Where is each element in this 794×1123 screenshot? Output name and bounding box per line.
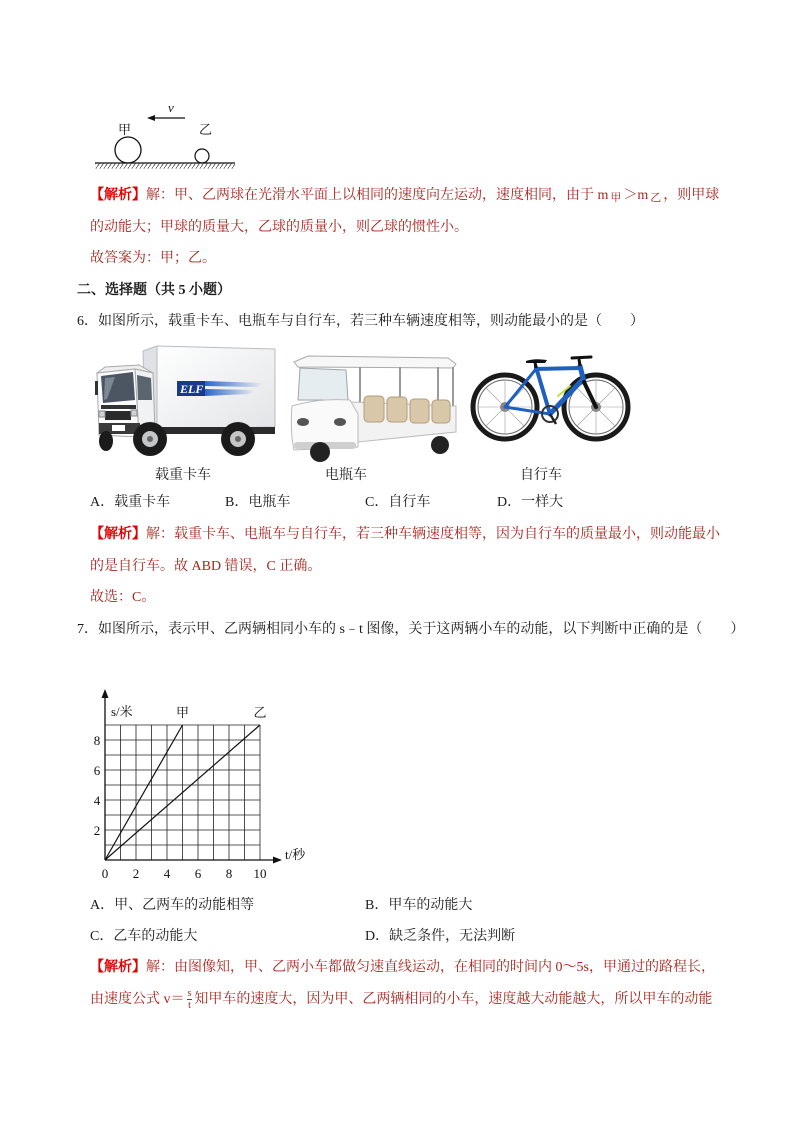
q6-analysis-text: 解：载重卡车、电瓶车与自行车，若三种车辆速度相等，因为自行车的质量最小，则动能最小 [146,527,720,542]
q6-option-d[interactable]: D．一样大 [497,495,564,510]
analysis-label: 【解析】 [90,188,146,203]
series-label-1: 甲 [175,705,190,720]
fraction-numerator: s [187,988,192,1000]
ball-a [115,137,141,163]
x-tick-label-6: 6 [194,866,202,881]
x-tick-label-4: 4 [163,866,171,881]
truck-wheel-rear [221,422,255,456]
q6-stem: 6．如图所示，载重卡车、电瓶车与自行车，若三种车辆速度相等，则动能最小的是（ ） [77,314,644,329]
q7-stem: 7．如图所示，表示甲、乙两辆相同小车的 s﹣t 图像，关于这两辆小车的动能，以下判断中正确的是（ ） [77,622,745,637]
q6-analysis-line2: 的是自行车。故 ABD 错误，C 正确。 [90,559,322,574]
truck-label: 载重卡车 [155,468,211,483]
y-tick-label-8: 8 [93,733,101,748]
q7-analysis-text-pre: 由速度公式 v＝ [90,992,185,1007]
truck-logo-text: ELF [180,382,204,396]
q7-analysis-line2 [90,988,712,1012]
ground-hatch [95,164,235,169]
mass-symbol-1: m [597,188,609,203]
analysis-label: 【解析】 [90,527,146,542]
bicycle-stem [579,359,580,366]
q7-option-a[interactable]: A．甲、乙两车的动能相等 [90,898,255,913]
x-tick-label-2: 2 [132,866,140,881]
q6-option-c[interactable]: C．自行车 [365,495,431,510]
cart-seat-3 [410,399,429,423]
cart-headlight-right [334,418,346,426]
x-tick-label-8: 8 [225,866,233,881]
x-tick-label-0: 0 [101,866,109,881]
graph-series [105,705,267,860]
cart-seat-2 [387,397,407,422]
greater-than-sign: ＞ [623,188,638,203]
cart-headlight-left [297,418,309,426]
cart-wheel-rear [431,436,449,454]
cart-canopy [294,356,456,368]
q7-analysis-text-post: 知甲车的速度大，因为甲、乙两辆相同的小车，速度越大动能越大，所以甲车的动能 [194,992,713,1007]
section-title: 二、选择题（共 5 小题） [77,283,231,298]
cargo-box-side [157,346,275,429]
grille [105,411,131,420]
s-t-graph [85,685,315,885]
ball-a-label: 甲 [118,122,132,137]
x-tick-label-10: 10 [253,866,267,881]
cab-trim [101,405,136,409]
y-tick-label-6: 6 [93,763,101,778]
headlight-right [131,410,137,416]
balls-figure [85,95,245,175]
q5-answer: 故答案为：甲；乙。 [90,251,216,266]
q7-analysis-line1 [90,958,715,978]
x-axis-arrow [273,857,282,864]
x-axis-label: t/秒 [285,847,306,862]
headlight-left [99,411,105,417]
bicycle-image [468,352,633,444]
q5-analysis-line2: 的动能大；甲球的质量大，乙球的质量小，则乙球的惯性小。 [90,220,468,235]
mass-subscript-2: 乙 [650,192,662,204]
fraction-denominator: t [188,1000,191,1012]
velocity-arrowhead [147,115,155,121]
chassis [153,427,275,434]
ball-b-label: 乙 [199,122,213,137]
analysis-label: 【解析】 [90,960,146,975]
bicycle-saddle [526,359,547,363]
mirror [95,381,98,395]
q6-option-a[interactable]: A．载重卡车 [90,495,171,510]
truck-wheel-front [133,422,167,456]
q6-analysis-line1 [90,525,720,545]
velocity-label: v [168,100,174,115]
electric-cart-image [288,352,458,464]
q7-option-c[interactable]: C．乙车的动能大 [90,929,198,944]
cart-windshield [298,368,348,400]
mass-symbol-2: m [637,188,649,203]
y-axis-label: s/米 [111,704,133,719]
series-label-2: 乙 [253,705,267,720]
license-plate [112,425,125,431]
y-tick-label-2: 2 [93,823,101,838]
side-window [137,375,152,400]
truck-wheel-front-right [99,431,113,451]
q6-answer: 故选：C。 [90,590,156,605]
y-axis-arrow [102,689,109,698]
q6-option-b[interactable]: B．电瓶车 [225,495,291,510]
bicycle-handlebar [572,357,591,358]
electric-cart-label: 电瓶车 [325,468,367,483]
q5-analysis-text-post: ，则甲球 [663,188,720,203]
ball-b [195,149,209,163]
mass-subscript-1: 甲 [610,192,622,204]
y-tick-label-4: 4 [93,793,101,808]
q5-analysis-text-pre: 解：甲、乙两球在光滑水平面上以相同的速度向左运动，速度相同，由于 [146,188,598,203]
q7-analysis-text: 解：由图像知，甲、乙两小车都做匀速直线运动，在相同的时间内 0～5s，甲通过的路程长， [146,960,715,975]
velocity-fraction [187,988,193,1011]
series-line-1 [105,725,183,860]
cart-seat-1 [364,396,384,422]
q7-option-d[interactable]: D．缺乏条件，无法判断 [365,929,516,944]
bicycle-label: 自行车 [520,468,562,483]
q5-analysis-line1 [90,186,719,208]
cart-wheel-front [310,442,330,462]
q7-option-b[interactable]: B．甲车的动能大 [365,898,473,913]
truck-image [95,343,277,459]
cart-seat-4 [432,400,450,423]
